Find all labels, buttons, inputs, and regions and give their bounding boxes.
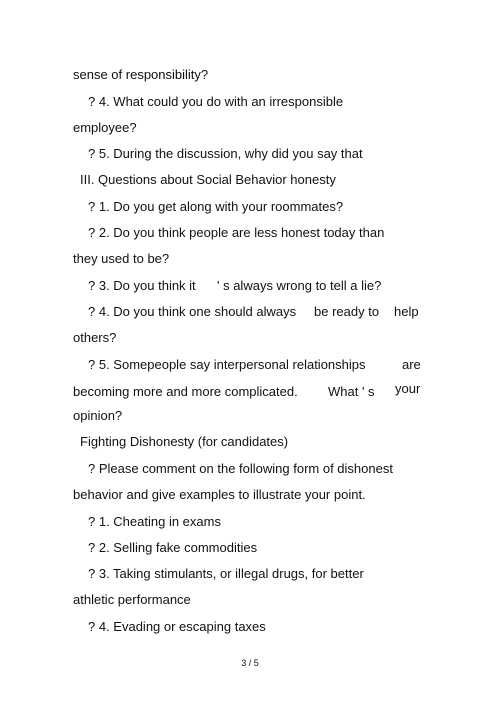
text-fragment: your: [395, 381, 421, 396]
list-item: ? 2. Selling fake commodities: [88, 540, 258, 555]
section-heading: Fighting Dishonesty (for candidates): [80, 434, 289, 449]
text-line: opinion?: [73, 408, 123, 423]
text-line: others?: [73, 330, 117, 345]
question-line: ? Please comment on the following form of dishonest: [88, 461, 393, 476]
list-item: ? 4. Evading or escaping taxes: [88, 619, 266, 634]
text-fragment: are: [402, 357, 421, 372]
text-line: athletic performance: [73, 592, 191, 607]
text-line: they used to be?: [73, 251, 170, 266]
question-line: ? 4. What could you do with an irresponsible: [88, 94, 344, 109]
text-line: becoming more and more complicated.: [73, 384, 298, 399]
list-item: ? 3. Taking stimulants, or illegal drugs, for better: [88, 566, 364, 581]
text-fragment: What ' s: [328, 384, 375, 399]
question-line: ? 4. Do you think one should always: [88, 304, 297, 319]
question-line: ? 5. During the discussion, why did you say that: [88, 146, 363, 161]
text-fragment: ' s always wrong to tell a lie?: [217, 278, 382, 293]
text-fragment: help: [394, 304, 419, 319]
question-line: ? 2. Do you think people are less honest today than: [88, 225, 385, 240]
question-line: ? 5. Somepeople say interpersonal relationships: [88, 357, 366, 372]
question-line: ? 3. Do you think it: [88, 278, 196, 293]
text-line: employee?: [73, 120, 137, 135]
question-line: ? 1. Do you get along with your roommates?: [88, 199, 344, 214]
page-number: 3 / 5: [241, 658, 259, 668]
section-heading: III. Questions about Social Behavior honesty: [80, 172, 336, 187]
text-line: sense of responsibility?: [73, 67, 209, 82]
text-fragment: be ready to: [314, 304, 380, 319]
list-item: ? 1. Cheating in exams: [88, 514, 221, 529]
text-line: behavior and give examples to illustrate your point.: [73, 487, 366, 502]
